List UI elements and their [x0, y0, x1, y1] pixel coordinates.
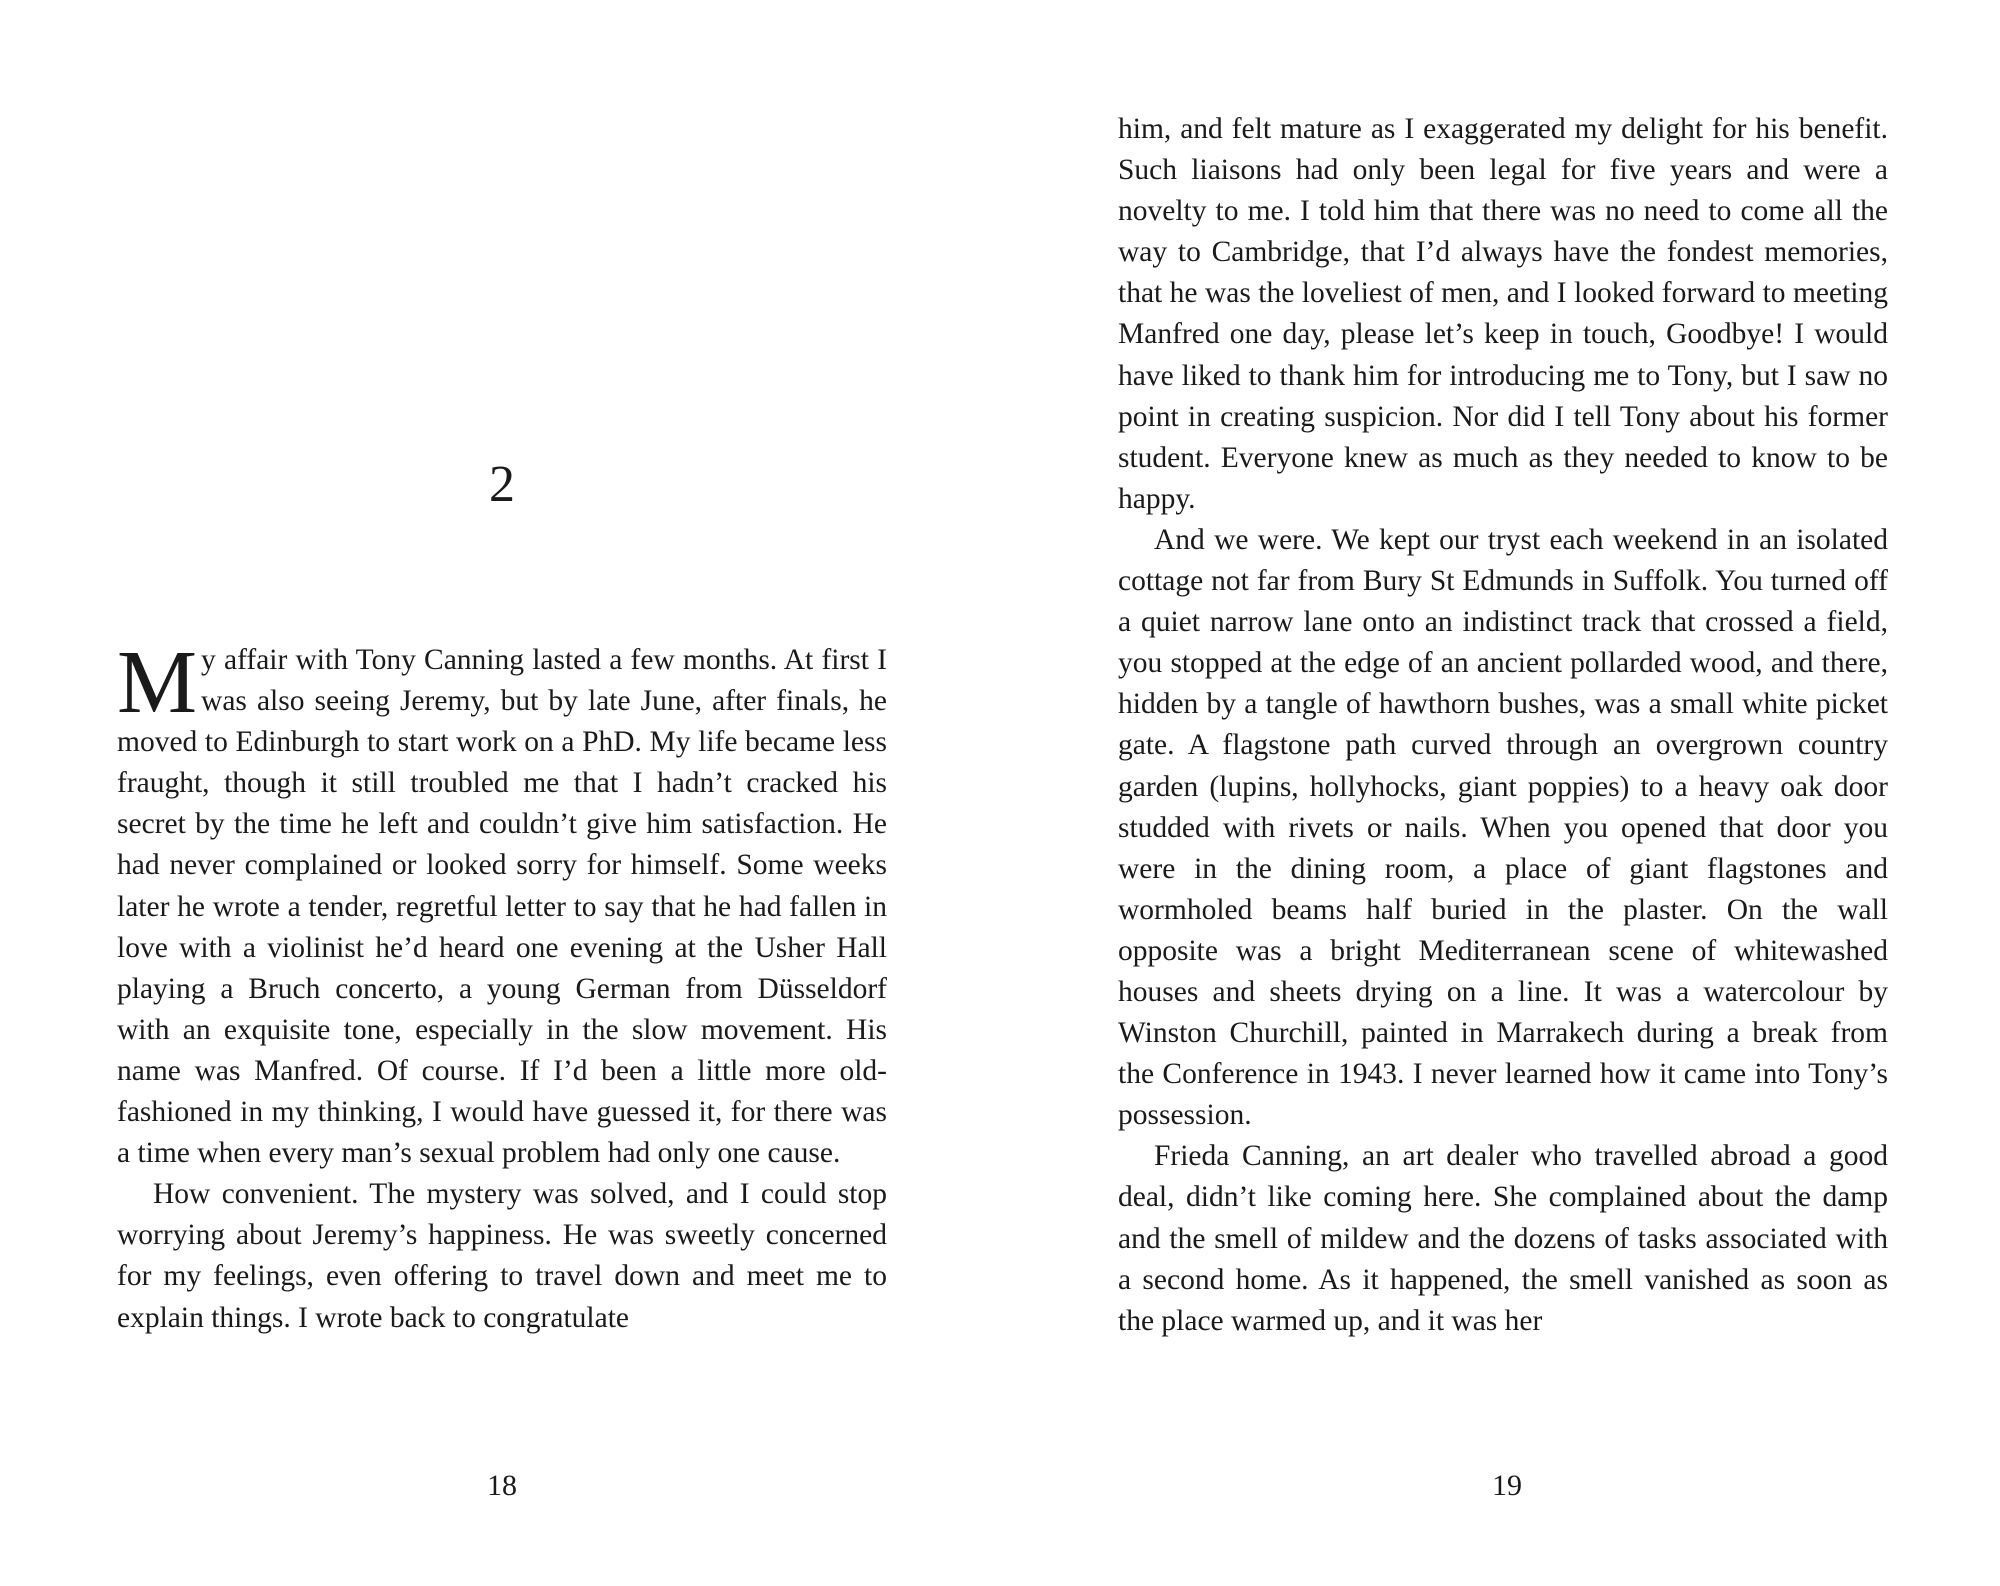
right-page	[1000, 0, 2000, 1586]
page-number: 18	[487, 1469, 517, 1502]
chapter-number: 2	[489, 456, 515, 513]
paragraph: And we were. We kept our tryst each weekend in an isolated cottage not far from Bury St Edmunds in Suffolk. You turned off a quiet narrow lane onto an indistinct track that crossed a field, you stopped at the edge of an ancient pollarded wood, and there, hidden by a tangle of hawthorn bushes, was a small white picket gate. A flagstone path curved through an overgrown country garden (lupins, hollyhocks, giant poppies) to a heavy oak door studded with rivets or nails. When you opened that door you were in the dining room, a place of giant flagstones and wormholed beams half buried in the plaster. On the wall opposite was a bright Mediterranean scene of whitewashed houses and sheets drying on a line. It was a watercolour by Winston Churchill, painted in Marrakech during a break from the Conference in 1943. I never learned how it came into Tony’s possession.	[1118, 523, 1888, 1132]
paragraph-text: y affair with Tony Canning lasted a few months. At first I was also seeing Jeremy, but by late June, after finals, he moved to Edinburgh to start work on a PhD. My life became less fraught, though it still troubled me that I hadn’t cracked his secret by the time he left and couldn’t give him satisfaction. He had never complained or looked sorry for himself. Some weeks later he wrote a tender, regretful letter to say that he had fallen in love with a violinist he’d heard one evening at the Usher Hall playing a Bruch concerto, a young German from Düsseldorf with an exquisite tone, especially in the slow movement. His name was Manfred. Of course. If I’d been a little more old-fashioned in my thinking, I would have guessed it, for there was a time when every man’s sexual problem had only one cause.	[117, 644, 887, 1170]
right-page-text	[1118, 109, 1888, 1342]
paragraph: How convenient. The mystery was solved, and I could stop worrying about Jeremy’s happiness. He was sweetly concerned for my feelings, even offering to travel down and meet me to explain things. I wrote back to congratulate	[117, 1178, 887, 1334]
drop-cap: M	[117, 633, 198, 732]
left-page-text	[117, 633, 887, 1339]
paragraph: Frieda Canning, an art dealer who travelled abroad a good deal, didn’t like coming here. She complained about the damp and the smell of mildew and the dozens of tasks associated with a second home. As it happened, the smell vanished as soon as the place warmed up, and it was her	[1118, 1140, 1888, 1337]
paragraph: him, and felt mature as I exaggerated my delight for his benefit. Such liaisons had only been legal for five years and were a novelty to me. I told him that there was no need to come all the way to Cambridge, that I’d always have the fondest memories, that he was the loveliest of men, and I looked forward to meeting Manfred one day, please let’s keep in touch, Goodbye! I would have liked to thank him for introducing me to Tony, but I saw no point in creating suspicion. Nor did I tell Tony about his former student. Everyone knew as much as they needed to know to be happy.	[1118, 113, 1888, 515]
paragraph	[117, 633, 887, 1174]
page-number: 19	[1492, 1469, 1522, 1502]
